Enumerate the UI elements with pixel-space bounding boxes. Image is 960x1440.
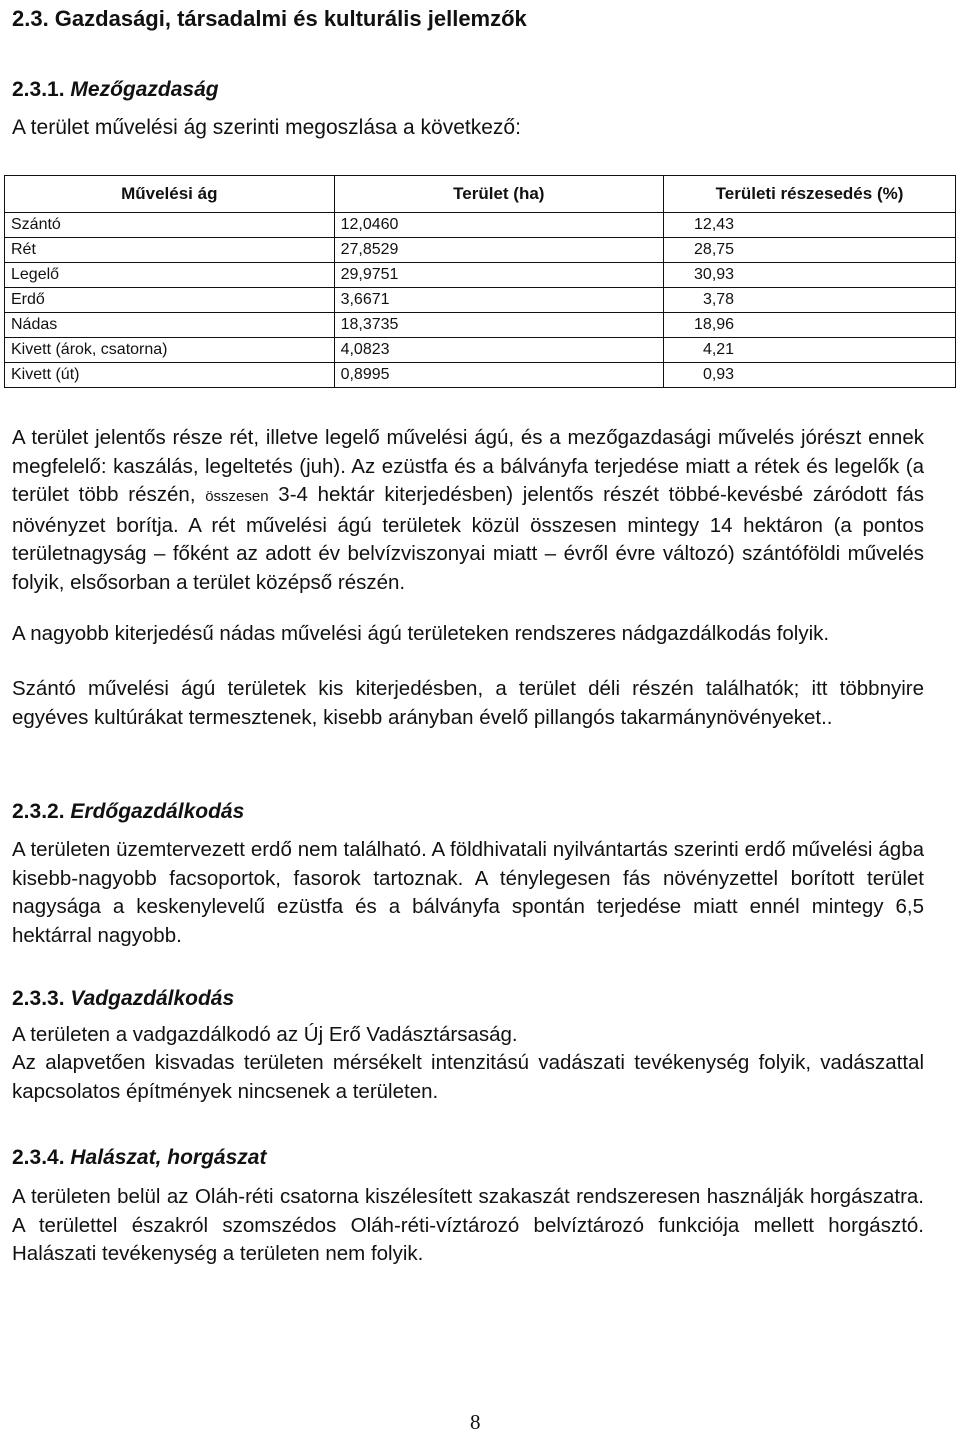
table-row <box>5 263 956 288</box>
fishing-title: Halászat, horgászat <box>70 1146 267 1169</box>
game-title: Vadgazdálkodás <box>70 987 235 1010</box>
table-row <box>5 313 956 338</box>
agriculture-paragraph-1 <box>12 424 924 598</box>
forestry-number: 2.3.2. <box>12 800 65 823</box>
land-use-area: 3,6671 <box>334 288 664 313</box>
land-use-name: Kivett (út) <box>5 363 335 388</box>
header-land-use: Művelési ág <box>5 176 335 213</box>
land-use-area: 0,8995 <box>334 363 664 388</box>
page-number: 8 <box>470 1410 481 1434</box>
agriculture-paragraph-2: A nagyobb kiterjedésű nádas művelési ágú területeken rendszeres nádgazdálkodás folyik. <box>12 622 830 645</box>
table-row <box>5 238 956 263</box>
land-use-share: 0,93 <box>702 366 735 383</box>
land-use-share: 3,78 <box>702 291 735 308</box>
table-row <box>5 288 956 313</box>
land-use-share: 28,75 <box>694 241 735 258</box>
agriculture-paragraph-1-b: 3-4 hektár kiterjedésben) jelentős részét többé-kevésbé záródott fás növényzet borítja. A rét művelési ágú területek közül összesen mintegy 14 hektáron (a pontos területnagyság – főként az adott év belvízviszonyai miatt – évről évre változó) szántóföldi művelés folyik, elsősorban a terület középső részén. <box>12 483 924 594</box>
game-paragraph-1: A területen a vadgazdálkodó az Új Erő Vadásztársaság. <box>12 1023 518 1046</box>
land-use-name: Nádas <box>5 313 335 338</box>
agriculture-intro: A terület művelési ág szerinti megoszlása a következő: <box>12 116 521 139</box>
land-use-share: 18,96 <box>694 316 735 333</box>
table-row <box>5 363 956 388</box>
agriculture-paragraph-3: Szántó művelési ágú területek kis kiterjedésben, a terület déli részén találhatók; itt többnyire egyéves kultúrákat termesztenek, kisebb arányban évelő pillangós takarmánynövényeket.. <box>12 677 924 729</box>
land-use-area: 12,0460 <box>334 213 664 238</box>
fishing-paragraph: A területen belül az Oláh-réti csatorna kiszélesített szakaszát rendszeresen használják horgászatra. A területtel északról szomszédos Oláh-réti-víztározó belvíztározó funkciója mellett horgásztó. Halászati tevékenység a területen nem folyik. <box>12 1185 924 1266</box>
land-use-name: Rét <box>5 238 335 263</box>
land-use-share: 30,93 <box>694 266 735 283</box>
agriculture-title: Mezőgazdaság <box>70 78 219 101</box>
game-paragraph-2: Az alapvetően kisvadas területen mérsékelt intenzitású vadászati tevékenység folyik, vadászattal kapcsolatos építmények nincsenek a területen. <box>12 1051 924 1103</box>
land-use-table <box>4 175 956 388</box>
land-use-name: Legelő <box>5 263 335 288</box>
fishing-number: 2.3.4. <box>12 1146 65 1169</box>
agriculture-paragraph-1-small: összesen <box>205 488 269 506</box>
section-heading: 2.3. Gazdasági, társadalmi és kulturális jellemzők <box>12 6 527 31</box>
agriculture-paragraph-1-a: A terület jelentős része rét, illetve legelő művelési ágú, és a mezőgazdasági művelés jórészt ennek megfelelő: kaszálás, legeltetés (juh). Az ezüstfa és a bálványfa terjedése miatt a rétek és legelők (a terület több részén, <box>12 426 924 507</box>
land-use-area: 18,3735 <box>334 313 664 338</box>
land-use-area: 4,0823 <box>334 338 664 363</box>
fishing-heading <box>12 1146 266 1170</box>
forestry-title: Erdőgazdálkodás <box>70 800 245 823</box>
land-use-share: 4,21 <box>702 341 735 358</box>
game-number: 2.3.3. <box>12 987 65 1010</box>
land-use-area: 27,8529 <box>334 238 664 263</box>
header-area: Terület (ha) <box>334 176 664 213</box>
game-heading <box>12 987 234 1011</box>
agriculture-number: 2.3.1. <box>12 78 65 101</box>
land-use-name: Szántó <box>5 213 335 238</box>
forestry-paragraph: A területen üzemtervezett erdő nem található. A földhivatali nyilvántartás szerinti erdő művelési ágba kisebb-nagyobb facsoportok, fasorok tartoznak. A ténylegesen fás növényzettel borított terület nagysága a keskenylevelű ezüstfa és a bálványfa spontán terjedése miatt ennél mintegy 6,5 hektárral nagyobb. <box>12 838 924 947</box>
table-header-row <box>5 176 956 213</box>
agriculture-heading <box>12 78 219 102</box>
land-use-area: 29,9751 <box>334 263 664 288</box>
land-use-share: 12,43 <box>694 216 735 233</box>
land-use-name: Kivett (árok, csatorna) <box>5 338 335 363</box>
table-row <box>5 213 956 238</box>
header-share: Területi részesedés (%) <box>664 176 956 213</box>
forestry-heading <box>12 800 244 824</box>
land-use-name: Erdő <box>5 288 335 313</box>
table-row <box>5 338 956 363</box>
